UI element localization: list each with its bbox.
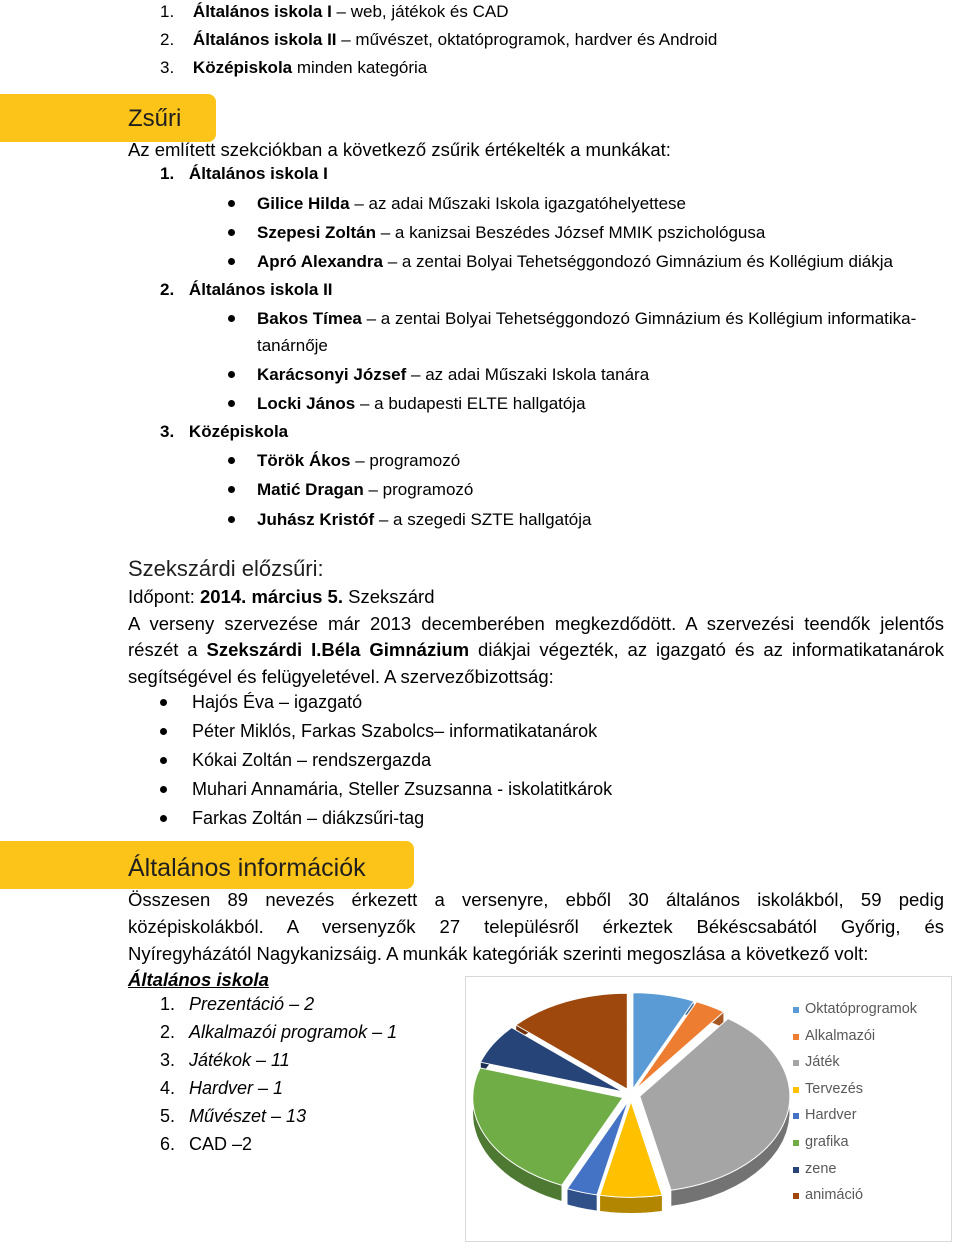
paragraph-line: középiskolákból. A versenyzők 27 településről érkeztek Békéscsabától Győrig, és (128, 916, 944, 937)
bullet-icon (228, 258, 235, 265)
member-desc: – programozó (350, 451, 461, 470)
pre-jury-date (128, 584, 435, 611)
section-list-item (160, 57, 427, 79)
paragraph-line: Összesen 89 nevezés érkezett a versenyre, ebből 30 általános iskolákból, 59 pedig (128, 889, 944, 910)
legend-swatch (793, 1087, 799, 1093)
subheading: Általános iskola (128, 969, 269, 990)
list-number: 1. (160, 994, 176, 1014)
member-desc: – az adai Műszaki Iskola igazgatóhelyettese (349, 194, 687, 213)
jury-member (257, 479, 473, 501)
member-desc: – a budapesti ELTE hallgatója (355, 394, 586, 413)
legend-label: Oktatóprogramok (805, 1001, 918, 1017)
member-name: Török Ákos (257, 451, 351, 470)
jury-member (257, 251, 893, 273)
section-name: Általános iskola II (192, 30, 337, 49)
member-name: Gilice Hilda (257, 194, 350, 213)
list-number: 6. (160, 1134, 176, 1154)
bullet-icon (160, 786, 167, 793)
legend-swatch (793, 1034, 799, 1040)
list-number: 2. (160, 30, 175, 49)
section-list-item (160, 29, 717, 51)
list-number: 5. (160, 1106, 176, 1126)
section-desc: – web, játékok és CAD (331, 2, 509, 21)
category-text: Prezentáció – 2 (189, 994, 315, 1014)
heading-band (0, 94, 216, 142)
bullet-icon (228, 371, 235, 378)
group-name: Általános iskola II (188, 280, 333, 299)
date-value: 2014. március 5. (200, 586, 343, 607)
jury-member (257, 509, 592, 531)
category-item (160, 1105, 306, 1127)
section-list-item (160, 1, 509, 23)
paragraph-line: segítségével és felügyeletével. A szervezőbizottság: (128, 666, 554, 687)
organizer-item: Muhari Annamária, Steller Zsuzsanna - iskolatitkárok (192, 779, 613, 799)
legend-swatch (793, 1140, 799, 1146)
section-desc: – művészet, oktatóprogramok, hardver és Android (336, 30, 718, 49)
legend-label: Hardver (805, 1107, 857, 1124)
legend-item (805, 1028, 875, 1044)
member-name: Apró Alexandra (257, 252, 383, 271)
member-desc: – programozó (363, 480, 474, 499)
member-desc-continued: tanárnője (257, 336, 328, 355)
bullet-icon (160, 815, 167, 822)
category-text: Hardver – 1 (189, 1078, 284, 1098)
bullet-icon (228, 516, 235, 523)
category-text: CAD –2 (189, 1134, 253, 1154)
paragraph-line (128, 637, 944, 664)
group-name: Általános iskola I (188, 164, 328, 183)
organizer-item: Farkas Zoltán – diákzsűri-tag (192, 808, 425, 828)
bullet-icon (160, 757, 167, 764)
jury-member (257, 193, 686, 215)
list-number: 2. (160, 280, 175, 299)
list-number: 2. (160, 1022, 176, 1042)
legend-swatch (793, 1193, 799, 1199)
bullet-icon (228, 400, 235, 407)
list-number: 1. (160, 2, 175, 21)
category-item (160, 1021, 397, 1043)
bullet-icon (228, 200, 235, 207)
text-span: részét a (128, 639, 207, 660)
list-number: 3. (160, 58, 175, 77)
bullet-icon (228, 315, 235, 322)
list-number: 3. (160, 1050, 176, 1070)
section-name: Középiskola (192, 58, 293, 77)
paragraph-line: Nyíregyházától Nagykanizsáig. A munkák kategóriák szerinti megoszlása a következő volt: (128, 943, 869, 964)
date-place: Szekszárd (342, 586, 435, 607)
legend-swatch (793, 1113, 799, 1119)
jury-member (257, 364, 649, 386)
pre-jury-heading: Szekszárdi előzsűri: (128, 556, 324, 581)
group-name: Középiskola (188, 422, 289, 441)
list-number: 1. (160, 164, 175, 183)
bullet-icon (160, 728, 167, 735)
jury-group-title (160, 163, 328, 185)
legend-label: zene (805, 1160, 837, 1177)
legend-item (805, 1107, 857, 1123)
legend-item (805, 1054, 840, 1070)
category-item (160, 1049, 290, 1071)
jury-member (257, 308, 916, 330)
list-number: 3. (160, 422, 175, 441)
school-name: Szekszárdi I.Béla Gimnázium (206, 639, 470, 660)
member-name: Matić Dragan (257, 480, 364, 499)
member-name: Juhász Kristóf (257, 510, 375, 529)
date-label: Időpont: (128, 586, 201, 607)
category-item (160, 1133, 252, 1155)
member-desc: – a kanizsai Beszédes József MMIK pszichológusa (376, 223, 766, 242)
category-text: Alkalmazói programok – 1 (189, 1022, 398, 1042)
legend-label: Tervezés (805, 1080, 864, 1097)
organizer-item: Kókai Zoltán – rendszergazda (192, 750, 432, 770)
bullet-icon (228, 229, 235, 236)
legend-label: Alkalmazói (805, 1027, 876, 1044)
organizer-item: Péter Miklós, Farkas Szabolcs– informatikatanárok (192, 721, 598, 741)
bullet-icon (228, 457, 235, 464)
legend-label: grafika (805, 1134, 849, 1150)
legend-swatch (793, 1060, 799, 1066)
legend-item (805, 1187, 863, 1203)
member-name: Karácsonyi József (257, 365, 407, 384)
bullet-icon (160, 699, 167, 706)
list-number: 4. (160, 1078, 176, 1098)
jury-member (257, 450, 460, 472)
category-item (160, 993, 314, 1015)
jury-member (257, 393, 586, 415)
jury-group-title (160, 279, 333, 301)
legend-swatch (793, 1007, 799, 1013)
legend-label: Játék (805, 1054, 840, 1071)
member-name: Szepesi Zoltán (257, 223, 377, 242)
legend-item (805, 1134, 849, 1150)
legend-item (805, 1161, 836, 1177)
section-name: Általános iskola I (192, 2, 332, 21)
member-name: Bakos Tímea (257, 309, 362, 328)
legend-item (805, 1001, 917, 1017)
member-desc: – a zentai Bolyai Tehetséggondozó Gimnázium és Kollégium informatika- (361, 309, 917, 328)
category-item (160, 1077, 283, 1099)
category-text: Játékok – 11 (189, 1050, 290, 1070)
section-desc: minden kategória (292, 58, 428, 77)
category-text: Művészet – 13 (189, 1106, 307, 1126)
text-span: diákjai végezték, az igazgató és az informatikatanárok (469, 639, 945, 660)
jury-group-title (160, 421, 288, 443)
jury-member (257, 222, 765, 244)
member-name: Locki János (257, 394, 356, 413)
legend-label: animáció (805, 1187, 864, 1204)
member-desc: – a zentai Bolyai Tehetséggondozó Gimnázium és Kollégium diákja (382, 252, 893, 271)
jury-heading: Zsűri (128, 105, 182, 132)
member-desc: – az adai Műszaki Iskola tanára (406, 365, 650, 384)
member-desc: – a szegedi SZTE hallgatója (374, 510, 592, 529)
jury-intro: Az említett szekciókban a következő zsűrik értékelték a munkákat: (128, 139, 671, 160)
paragraph-line: A verseny szervezése már 2013 decemberében megkezdődött. A szervezési teendők jelentős (128, 613, 944, 634)
legend-item (805, 1081, 863, 1097)
organizer-item: Hajós Éva – igazgató (192, 692, 363, 712)
pie-chart (465, 976, 952, 1242)
chart-legend (466, 977, 951, 1239)
legend-swatch (793, 1167, 799, 1173)
bullet-icon (228, 486, 235, 493)
info-heading: Általános információk (128, 854, 366, 882)
